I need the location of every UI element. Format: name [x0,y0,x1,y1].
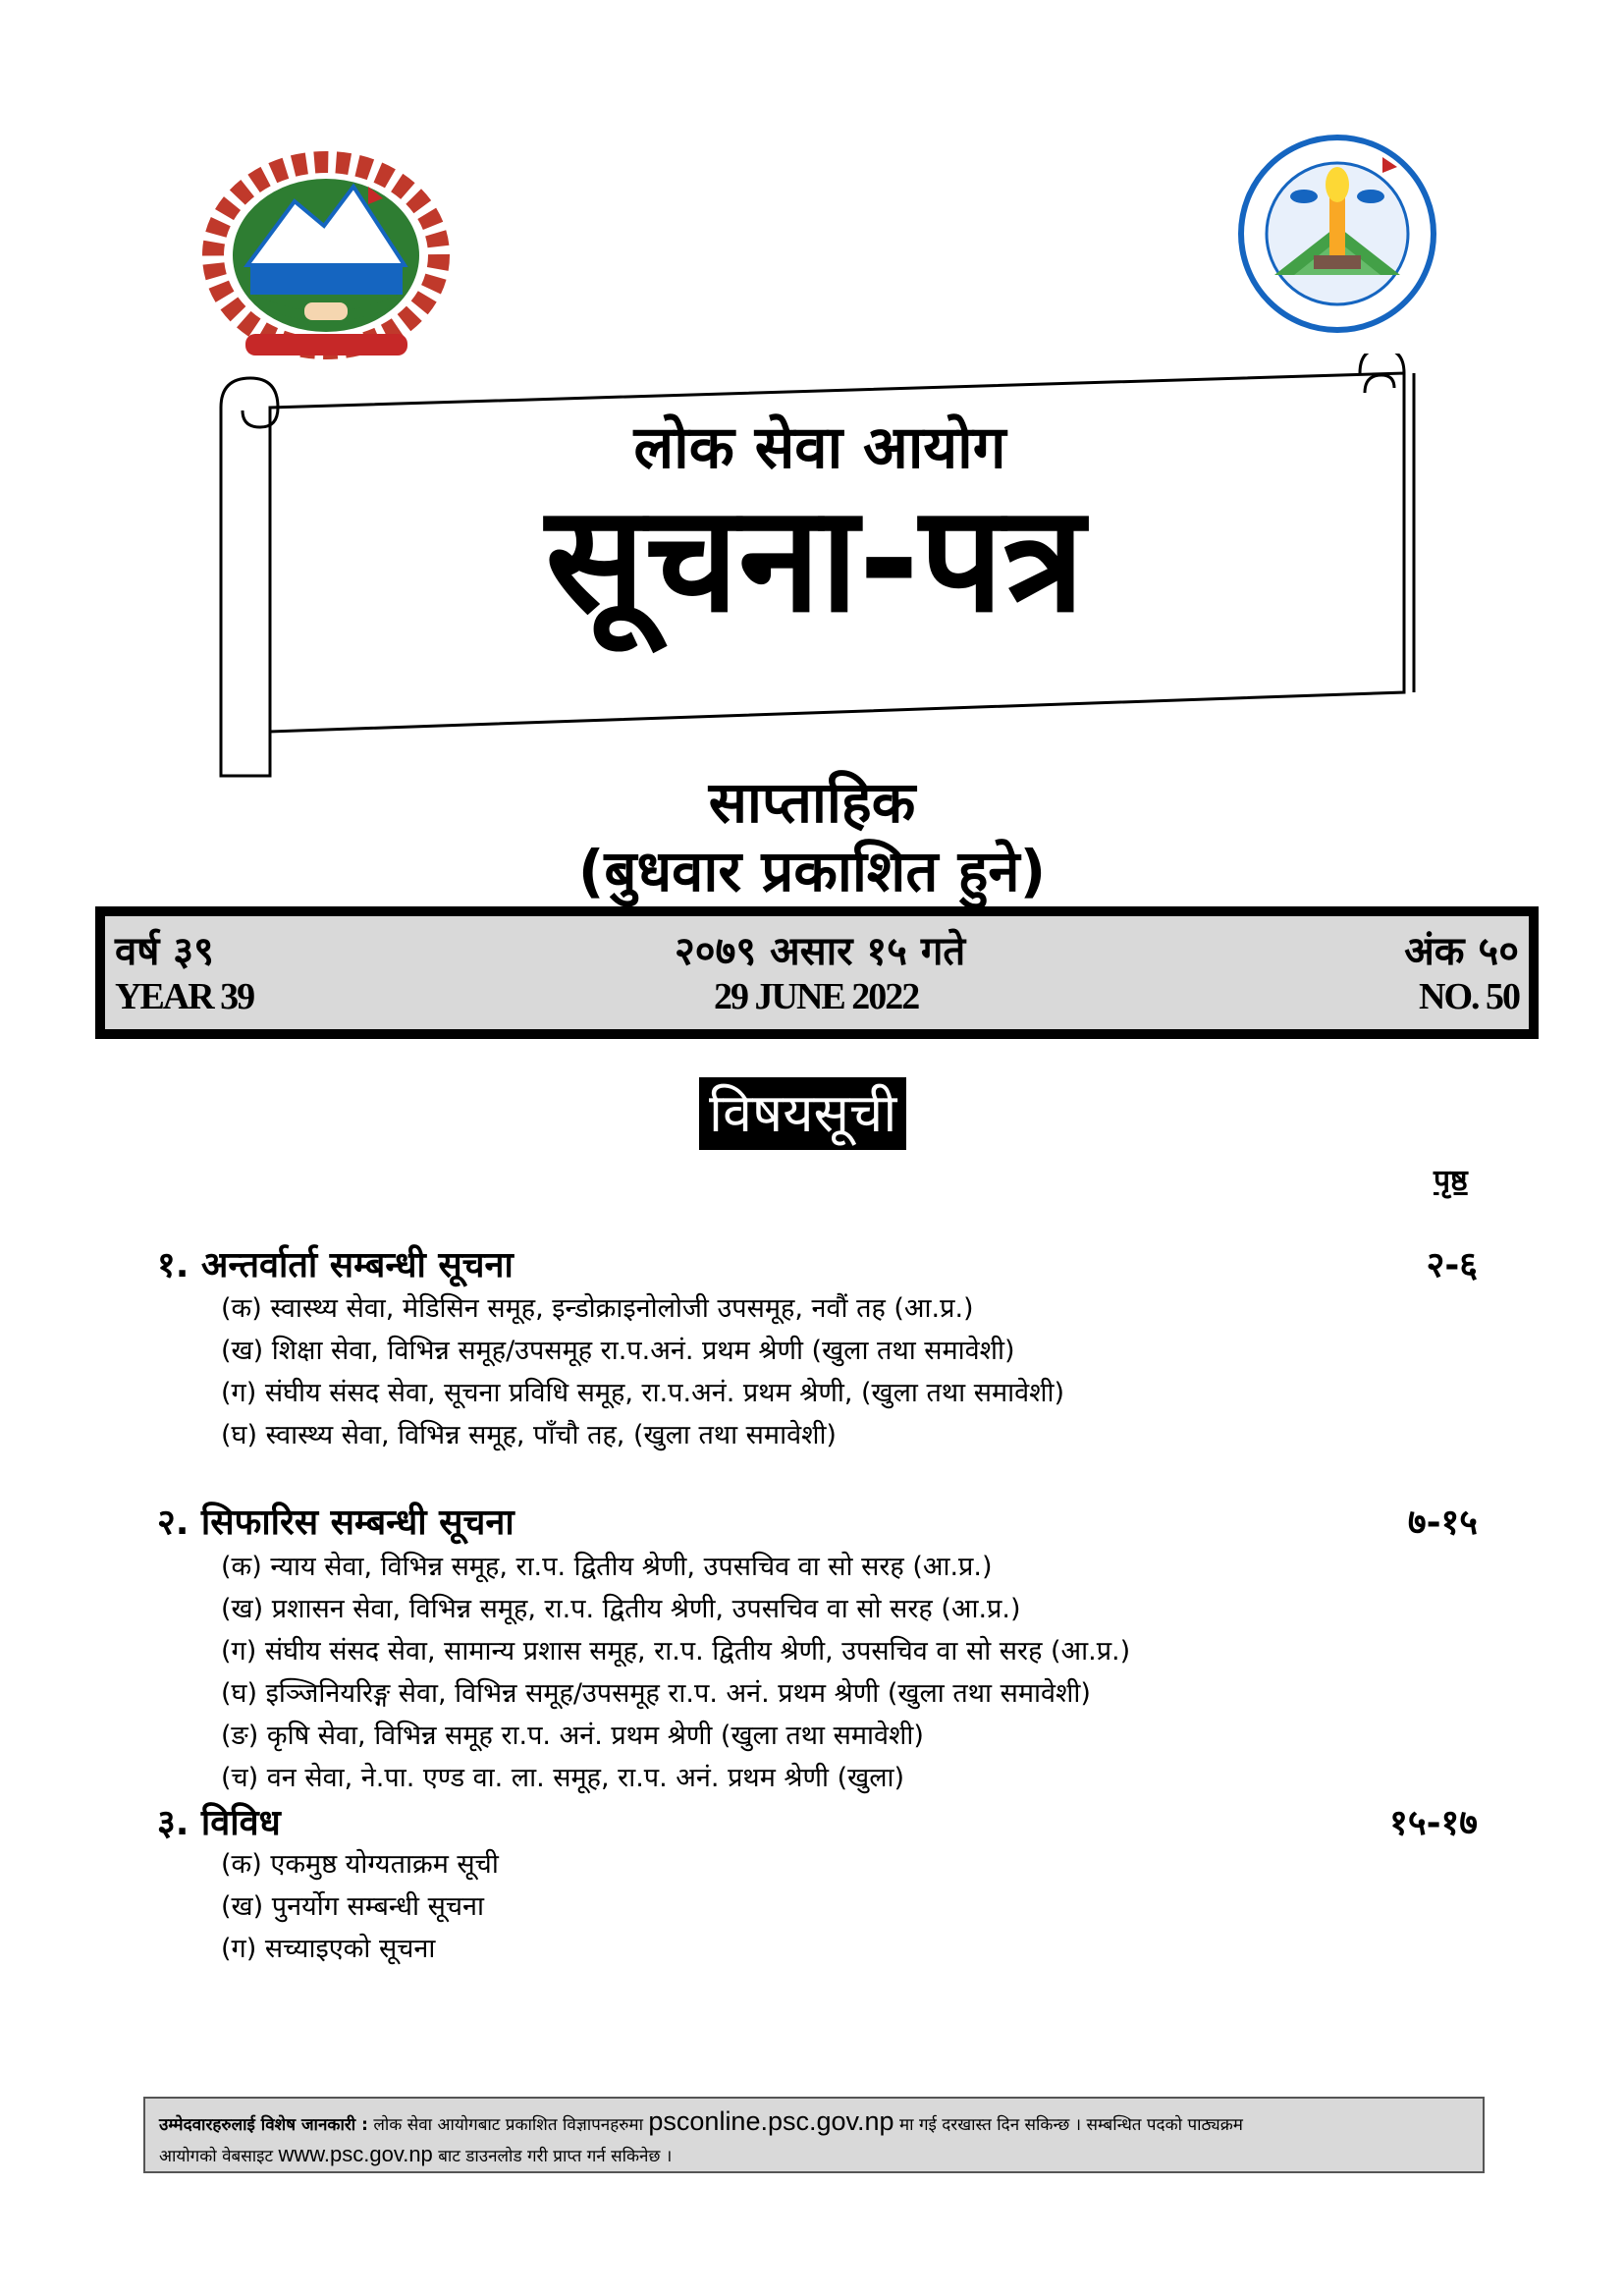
issue-date-np: २०७९ असार १५ गते [675,929,966,974]
notice-text: बाट डाउनलोड गरी प्राप्त गर्न सकिनेछ । [438,2147,673,2166]
psc-logo-icon [1235,118,1439,354]
psc-website-link[interactable]: www.psc.gov.np [278,2142,433,2166]
toc-section-title: १. अन्तर्वार्ता सम्बन्धी सूचना [157,1245,514,1285]
toc-item: (क) एकमुष्ठ योग्यताक्रम सूची [221,1849,499,1880]
toc-item: (ङ) कृषि सेवा, विभिन्न समूह रा.प. अनं. प्रथम श्रेणी (खुला तथा समावेशी) [221,1721,924,1751]
toc-section-title: ३. विविध [157,1803,281,1843]
toc-item: (क) न्याय सेवा, विभिन्न समूह, रा.प. द्वितीय श्रेणी, उपसचिव वा सो सरह (आ.प्र.) [221,1552,993,1582]
nepal-emblem-icon [196,147,457,373]
publication-frequency: साप्ताहिक [708,769,916,836]
toc-item: (ख) पुनर्योग सम्बन्धी सूचना [221,1891,484,1922]
toc-item: (घ) इञ्जिनियरिङ्ग सेवा, विभिन्न समूह/उपसमूह रा.प. अनं. प्रथम श्रेणी (खुला तथा समावेशी) [221,1678,1091,1709]
toc-section-pages: १५-१७ [1389,1803,1478,1843]
toc-item: (ख) शिक्षा सेवा, विभिन्न समूह/उपसमूह रा.प.अनं. प्रथम श्रेणी (खुला तथा समावेशी) [221,1336,1015,1366]
notice-text: लोक सेवा आयोगबाट प्रकाशित विज्ञापनहरुमा [373,2115,643,2135]
toc-item: (घ) स्वास्थ्य सेवा, विभिन्न समूह, पाँचौ तह, (खुला तथा समावेशी) [221,1420,837,1450]
publication-title: सूचना-पत्र [545,474,1085,645]
issue-number-en: NO. 50 [1419,976,1519,1017]
psconline-link[interactable]: psconline.psc.gov.np [648,2106,894,2136]
toc-item: (ग) सच्याइएको सूचना [221,1934,436,1964]
candidate-notice [143,2097,1485,2173]
toc-heading: विषयसूची [699,1077,906,1150]
organization-name: लोक सेवा आयोग [633,413,1006,482]
issue-year-np: वर्ष ३९ [115,929,214,974]
publication-day: (बुधवार प्रकाशित हुने) [577,838,1047,904]
toc-item: (ग) संघीय संसद सेवा, सूचना प्रविधि समूह, रा.प.अनं. प्रथम श्रेणी, (खुला तथा समावेशी) [221,1378,1065,1408]
page-column-label: पृष्ठ [1434,1164,1468,1198]
notice-line-1 [159,2106,1469,2140]
issue-year-en: YEAR 39 [115,976,254,1017]
toc-section-pages: २-६ [1426,1245,1478,1285]
toc-item: (च) वन सेवा, ने.पा. एण्ड वा. ला. समूह, रा.प. अनं. प्रथम श्रेणी (खुला) [221,1763,905,1793]
notice-text: मा गई दरखास्त दिन सकिन्छ । सम्बन्धित पदको पाठ्यक्रम [898,2115,1243,2135]
issue-info-box [95,906,1539,1039]
notice-line-2 [159,2140,1469,2171]
notice-text: आयोगको वेबसाइट [159,2147,274,2166]
notice-label: उम्मेदवारहरुलाई विशेष जानकारी : [159,2115,368,2135]
toc-item: (ख) प्रशासन सेवा, विभिन्न समूह, रा.प. द्वितीय श्रेणी, उपसचिव वा सो सरह (आ.प्र.) [221,1594,1021,1624]
toc-item: (ग) संघीय संसद सेवा, सामान्य प्रशास समूह, रा.प. द्वितीय श्रेणी, उपसचिव वा सो सरह (आ.प्र.) [221,1636,1131,1667]
toc-section-pages: ७-१५ [1407,1503,1478,1543]
issue-number-np: अंक ५० [1404,929,1519,974]
toc-section-title: २. सिफारिस सम्बन्धी सूचना [157,1503,514,1543]
toc-item: (क) स्वास्थ्य सेवा, मेडिसिन समूह, इन्डोक्राइनोलोजी उपसमूह, नवौं तह (आ.प्र.) [221,1293,974,1324]
issue-date-en: 29 JUNE 2022 [714,976,919,1017]
